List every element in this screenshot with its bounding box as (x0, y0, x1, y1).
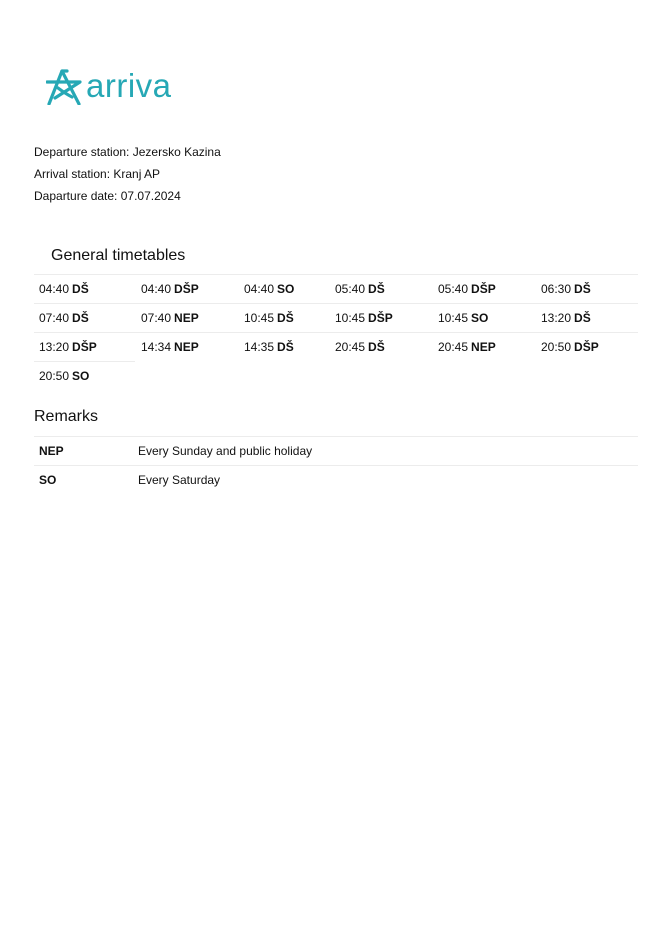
remark-code: NEP (39, 444, 64, 458)
departure-time: 20:45 (438, 339, 469, 354)
arriva-logo (46, 66, 172, 106)
timetable-cell (536, 332, 638, 361)
schedule-code: DŠ (277, 339, 294, 354)
trip-info (34, 141, 221, 207)
remark-row (34, 436, 638, 465)
timetables-title: General timetables (51, 247, 186, 264)
schedule-code: SO (72, 368, 90, 383)
schedule-code: DŠ (277, 310, 294, 325)
remarks-table (34, 436, 638, 494)
schedule-code: DŠP (174, 281, 199, 296)
remark-code: SO (39, 473, 57, 487)
schedule-code: NEP (174, 310, 199, 325)
schedule-code: DŠP (574, 339, 599, 354)
departure-time: 20:50 (541, 339, 572, 354)
timetable-cell (536, 274, 638, 303)
timetable-cell (330, 332, 433, 361)
timetable-cell (34, 274, 136, 303)
timetable-cell (136, 274, 239, 303)
departure-time: 14:34 (141, 339, 172, 354)
timetable-cell (34, 332, 136, 361)
schedule-code: NEP (174, 339, 199, 354)
schedule-code: DŠ (574, 281, 591, 296)
schedule-code: NEP (471, 339, 496, 354)
departure-time: 07:40 (141, 310, 172, 325)
timetable-cell (433, 332, 536, 361)
departure-time: 07:40 (39, 310, 70, 325)
remark-description: Every Saturday (138, 473, 221, 487)
departure-time: 10:45 (438, 310, 469, 325)
timetable-cell (239, 332, 330, 361)
timetable-cell (330, 274, 433, 303)
schedule-code: DŠ (72, 281, 89, 296)
departure-time: 06:30 (541, 281, 572, 296)
timetable-row (34, 361, 638, 390)
remark-row (34, 465, 638, 494)
departure-time: 10:45 (335, 310, 366, 325)
timetable-row (34, 332, 638, 361)
arriva-star-logo-icon (46, 67, 82, 105)
schedule-code: DŠ (368, 339, 385, 354)
departure-time: 13:20 (39, 339, 70, 354)
remark-description: Every Sunday and public holiday (138, 444, 313, 458)
timetable-cell (239, 303, 330, 332)
timetable-cell (433, 303, 536, 332)
timetable-cell (239, 274, 330, 303)
departure-time: 04:40 (244, 281, 275, 296)
brand-name: arriva (86, 66, 172, 104)
timetable-cell (136, 303, 239, 332)
timetable-cell (330, 303, 433, 332)
departure-time: 04:40 (141, 281, 172, 296)
timetable-cell (536, 303, 638, 332)
departure-time: 13:20 (541, 310, 572, 325)
departure-time: 05:40 (335, 281, 366, 296)
schedule-code: DŠ (72, 310, 89, 325)
departure-time: 10:45 (244, 310, 275, 325)
arrival-station: Arrival station: Kranj AP (34, 167, 161, 181)
schedule-code: DŠP (368, 310, 393, 325)
schedule-code: DŠ (574, 310, 591, 325)
timetable-cell (34, 303, 136, 332)
schedule-code: DŠP (72, 339, 97, 354)
departure-date: Daparture date: 07.07.2024 (34, 189, 181, 203)
remarks-title: Remarks (34, 408, 99, 425)
timetable-row (34, 303, 638, 332)
departure-time: 14:35 (244, 339, 275, 354)
schedule-code: SO (471, 310, 489, 325)
timetable-row (34, 274, 638, 303)
departure-time: 05:40 (438, 281, 469, 296)
departure-time: 20:45 (335, 339, 366, 354)
timetable-cell (433, 274, 536, 303)
timetable-cell (34, 361, 136, 390)
timetable-cell (136, 332, 239, 361)
schedule-code: DŠP (471, 281, 496, 296)
departure-station: Departure station: Jezersko Kazina (34, 145, 221, 159)
schedule-code: DŠ (368, 281, 385, 296)
departure-time: 20:50 (39, 368, 70, 383)
departure-time: 04:40 (39, 281, 70, 296)
timetable-grid (34, 274, 638, 390)
schedule-code: SO (277, 281, 295, 296)
